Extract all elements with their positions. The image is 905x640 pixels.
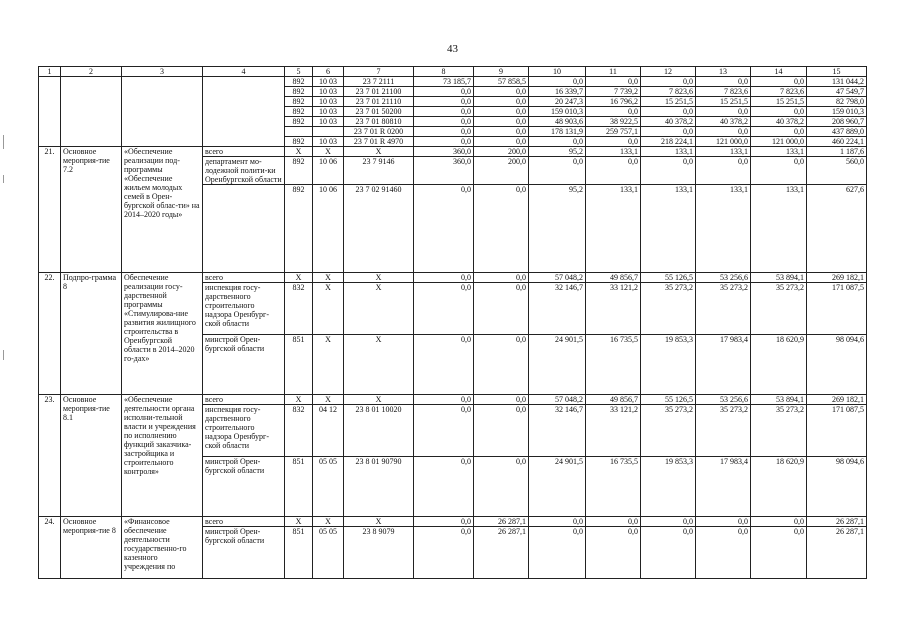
table-cell: 0,0 — [586, 107, 641, 117]
table-row — [39, 395, 867, 405]
table-cell: 17 983,4 — [696, 335, 751, 395]
table-cell: 53 894,1 — [751, 273, 807, 283]
col-header: 1 — [39, 67, 61, 77]
responsible-executor: департамент мо-лодежной полити-ки Оренбургской области — [203, 157, 285, 185]
table-cell: 47 549,7 — [807, 87, 867, 97]
table-cell: 23 8 01 10020 — [344, 405, 414, 457]
table-cell: 892 — [285, 107, 313, 117]
table-cell: 0,0 — [414, 185, 474, 273]
table-cell: 10 03 — [313, 87, 344, 97]
table-cell: 0,0 — [586, 77, 641, 87]
table-cell: 0,0 — [474, 273, 529, 283]
col-header: 4 — [203, 67, 285, 77]
table-cell: 33 121,2 — [586, 405, 641, 457]
table-cell: 892 — [285, 117, 313, 127]
table-row — [39, 77, 867, 87]
responsible-executor: всего — [203, 147, 285, 157]
table-cell: 0,0 — [414, 87, 474, 97]
table-cell: 35 273,2 — [751, 405, 807, 457]
table-cell: 178 131,9 — [529, 127, 586, 137]
table-cell: 33 121,2 — [586, 283, 641, 335]
table-cell: 0,0 — [696, 77, 751, 87]
program-name: «Обеспечение деятельности органа исполни-тельной власти и учреждения по исполнению функций заказчика-застройщика и строительного контроля» — [122, 395, 203, 517]
table-cell: 0,0 — [529, 527, 586, 579]
table-cell: 269 182,1 — [807, 273, 867, 283]
table-cell: 0,0 — [751, 127, 807, 137]
table-cell: 04 12 — [313, 405, 344, 457]
table-cell: 49 856,7 — [586, 273, 641, 283]
table-cell: 851 — [285, 335, 313, 395]
table-cell: 0,0 — [751, 157, 807, 185]
table-cell: 23 8 9079 — [344, 527, 414, 579]
program-kind: Подпро-грамма 8 — [61, 273, 122, 395]
responsible-executor: инспекция госу-дарственного строительного надзора Оренбург-ской области — [203, 405, 285, 457]
table-cell: X — [344, 147, 414, 157]
table-cell: 0,0 — [474, 405, 529, 457]
col-header: 7 — [344, 67, 414, 77]
table-cell: 7 739,2 — [586, 87, 641, 97]
table-cell: 171 087,5 — [807, 405, 867, 457]
col-header: 9 — [474, 67, 529, 77]
table-cell: 0,0 — [641, 107, 696, 117]
table-cell: 26 287,1 — [474, 527, 529, 579]
table-cell: 0,0 — [414, 527, 474, 579]
table-cell: 131 044,2 — [807, 77, 867, 87]
table-cell: 460 224,1 — [807, 137, 867, 147]
table-cell: 133,1 — [641, 185, 696, 273]
table-cell: 0,0 — [474, 283, 529, 335]
table-cell: 40 378,2 — [751, 117, 807, 127]
table-cell: 0,0 — [586, 527, 641, 579]
table-cell: 0,0 — [474, 335, 529, 395]
table-cell: 200,0 — [474, 157, 529, 185]
table-cell: 0,0 — [696, 127, 751, 137]
table-cell: 0,0 — [751, 77, 807, 87]
table-cell: 269 182,1 — [807, 395, 867, 405]
table-cell: 0,0 — [529, 517, 586, 527]
table-cell: 0,0 — [414, 457, 474, 517]
table-cell: 0,0 — [696, 517, 751, 527]
table-cell: 35 273,2 — [696, 283, 751, 335]
table-cell: 0,0 — [414, 127, 474, 137]
col-header: 3 — [122, 67, 203, 77]
table-cell: 23 7 9146 — [344, 157, 414, 185]
table-cell: 10 03 — [313, 107, 344, 117]
table-cell: 133,1 — [641, 147, 696, 157]
table-cell: 133,1 — [696, 185, 751, 273]
table-cell: X — [344, 273, 414, 283]
margin-mark — [3, 350, 4, 360]
table-cell: 40 378,2 — [641, 117, 696, 127]
table-cell: X — [285, 147, 313, 157]
table-cell: 0,0 — [751, 527, 807, 579]
table-cell: 16 339,7 — [529, 87, 586, 97]
row-number: 24. — [39, 517, 61, 579]
table-cell: 0,0 — [414, 107, 474, 117]
table-cell: 0,0 — [586, 157, 641, 185]
table-cell: 133,1 — [696, 147, 751, 157]
program-name: «Обеспечение реализации под-программы «Обеспечение жильем молодых семей в Орен-бургской облас-ти» на 2014–2020 годы» — [122, 147, 203, 273]
table-cell: 73 185,7 — [414, 77, 474, 87]
table-cell: X — [313, 335, 344, 395]
table-cell: 0,0 — [414, 137, 474, 147]
table-cell: 0,0 — [474, 137, 529, 147]
table-cell: 16 796,2 — [586, 97, 641, 107]
table-cell — [285, 127, 313, 137]
table-cell: 23 7 02 91460 — [344, 185, 414, 273]
table-cell: 437 889,0 — [807, 127, 867, 137]
table-cell: 0,0 — [414, 405, 474, 457]
table-cell: 0,0 — [474, 87, 529, 97]
table-cell: 49 856,7 — [586, 395, 641, 405]
table-cell: 82 798,0 — [807, 97, 867, 107]
table-cell: 133,1 — [586, 147, 641, 157]
table-cell: 892 — [285, 77, 313, 87]
table-cell: 18 620,9 — [751, 457, 807, 517]
table-cell: X — [285, 517, 313, 527]
table-cell: 159 010,3 — [807, 107, 867, 117]
table-cell: X — [285, 273, 313, 283]
table-cell: X — [313, 273, 344, 283]
table-cell: 0,0 — [529, 137, 586, 147]
col-header: 15 — [807, 67, 867, 77]
table-cell: 851 — [285, 457, 313, 517]
table-cell: 32 146,7 — [529, 405, 586, 457]
responsible-executor: минстрой Орен-бургской области — [203, 527, 285, 579]
table-cell: 57 858,5 — [474, 77, 529, 87]
table-cell: 23 8 01 90790 — [344, 457, 414, 517]
responsible-executor: всего — [203, 517, 285, 527]
table-cell: 23 7 01 R 4970 — [344, 137, 414, 147]
table-cell: 0,0 — [641, 527, 696, 579]
table-cell: 0,0 — [414, 117, 474, 127]
table-cell: 23 7 01 R 0200 — [344, 127, 414, 137]
table-row — [39, 273, 867, 283]
table-cell: X — [313, 147, 344, 157]
table-cell: 35 273,2 — [751, 283, 807, 335]
table-cell: 05 05 — [313, 527, 344, 579]
table-cell: 98 094,6 — [807, 457, 867, 517]
table-cell: 24 901,5 — [529, 335, 586, 395]
table-cell: 627,6 — [807, 185, 867, 273]
col-header: 8 — [414, 67, 474, 77]
budget-table — [38, 66, 867, 579]
table-cell: 0,0 — [414, 283, 474, 335]
table-cell: 55 126,5 — [641, 395, 696, 405]
table-cell: 851 — [285, 527, 313, 579]
table-cell: 0,0 — [586, 137, 641, 147]
table-cell: 57 048,2 — [529, 273, 586, 283]
table-cell: 0,0 — [414, 97, 474, 107]
row-number: 22. — [39, 273, 61, 395]
table-cell: 200,0 — [474, 147, 529, 157]
table-cell: 38 922,5 — [586, 117, 641, 127]
table-cell: 0,0 — [586, 517, 641, 527]
table-cell: 35 273,2 — [696, 405, 751, 457]
table-cell: X — [285, 395, 313, 405]
table-cell: 05 05 — [313, 457, 344, 517]
table-cell: 0,0 — [474, 185, 529, 273]
table-cell: 20 247,3 — [529, 97, 586, 107]
table-cell: 0,0 — [751, 107, 807, 117]
responsible-executor: всего — [203, 395, 285, 405]
table-cell: 0,0 — [641, 77, 696, 87]
table-cell: 23 7 2111 — [344, 77, 414, 87]
responsible-executor — [203, 185, 285, 273]
table-cell: 40 378,2 — [696, 117, 751, 127]
table-cell: 0,0 — [414, 273, 474, 283]
table-cell: 35 273,2 — [641, 405, 696, 457]
table-cell: 121 000,0 — [696, 137, 751, 147]
table-cell: 19 853,3 — [641, 457, 696, 517]
col-header: 13 — [696, 67, 751, 77]
table-cell: 1 187,6 — [807, 147, 867, 157]
table-cell: 171 087,5 — [807, 283, 867, 335]
table-cell: 892 — [285, 87, 313, 97]
table-cell: 0,0 — [641, 517, 696, 527]
table-row — [39, 517, 867, 527]
table-cell: 23 7 01 80810 — [344, 117, 414, 127]
empty-cell — [61, 77, 122, 147]
program-name: «Финансовое обеспечение деятельности государственно-го казенного учреждения по — [122, 517, 203, 579]
table-cell: 892 — [285, 157, 313, 185]
table-cell: 53 256,6 — [696, 273, 751, 283]
table-cell: 98 094,6 — [807, 335, 867, 395]
col-header: 12 — [641, 67, 696, 77]
table-cell: 0,0 — [474, 395, 529, 405]
table-cell: 95,2 — [529, 185, 586, 273]
table-cell: 0,0 — [474, 127, 529, 137]
table-cell: X — [344, 395, 414, 405]
table-cell: 0,0 — [474, 117, 529, 127]
table-cell: 133,1 — [586, 185, 641, 273]
program-kind: Основное мероприя-тие 8 — [61, 517, 122, 579]
table-cell: 133,1 — [751, 147, 807, 157]
table-cell: 0,0 — [641, 127, 696, 137]
table-cell: 832 — [285, 283, 313, 335]
table-cell: 10 03 — [313, 77, 344, 87]
responsible-executor: минстрой Орен-бургской области — [203, 457, 285, 517]
table-cell: 121 000,0 — [751, 137, 807, 147]
table-cell: 0,0 — [474, 107, 529, 117]
table-cell: 48 903,6 — [529, 117, 586, 127]
table-cell: 17 983,4 — [696, 457, 751, 517]
table-cell: 0,0 — [529, 157, 586, 185]
table-cell: 560,0 — [807, 157, 867, 185]
col-header: 6 — [313, 67, 344, 77]
table-cell: 218 224,1 — [641, 137, 696, 147]
table-cell: 133,1 — [751, 185, 807, 273]
table-cell: 7 823,6 — [751, 87, 807, 97]
table-cell: 10 06 — [313, 157, 344, 185]
responsible-executor: всего — [203, 273, 285, 283]
table-cell: X — [313, 395, 344, 405]
table-cell: 832 — [285, 405, 313, 457]
empty-cell — [39, 77, 61, 147]
table-cell: 15 251,5 — [696, 97, 751, 107]
table-cell: 16 735,5 — [586, 457, 641, 517]
page-number: 43 — [447, 43, 458, 55]
table-cell: 32 146,7 — [529, 283, 586, 335]
table-cell: 19 853,3 — [641, 335, 696, 395]
table-cell: 23 7 01 21100 — [344, 87, 414, 97]
table-row — [39, 147, 867, 157]
table-cell: X — [313, 283, 344, 335]
col-header: 14 — [751, 67, 807, 77]
table-cell: 259 757,1 — [586, 127, 641, 137]
col-header: 2 — [61, 67, 122, 77]
program-kind: Основное мероприя-тие 8.1 — [61, 395, 122, 517]
table-cell: 892 — [285, 97, 313, 107]
table-cell: 18 620,9 — [751, 335, 807, 395]
table-cell: 35 273,2 — [641, 283, 696, 335]
table-cell: 159 010,3 — [529, 107, 586, 117]
table-cell: X — [344, 517, 414, 527]
table-cell: 0,0 — [529, 77, 586, 87]
responsible-executor: инспекция госу-дарственного строительного надзора Оренбург-ской области — [203, 283, 285, 335]
program-kind: Основное мероприя-тие 7.2 — [61, 147, 122, 273]
table-cell: 15 251,5 — [751, 97, 807, 107]
table-cell: 55 126,5 — [641, 273, 696, 283]
col-header: 10 — [529, 67, 586, 77]
table-cell: 0,0 — [696, 527, 751, 579]
empty-cell — [203, 77, 285, 147]
table-cell: X — [344, 335, 414, 395]
table-cell: 0,0 — [696, 157, 751, 185]
table-cell: 26 287,1 — [807, 527, 867, 579]
header-row — [39, 67, 867, 77]
table-cell: 360,0 — [414, 147, 474, 157]
table-cell: 10 03 — [313, 137, 344, 147]
table-cell: 0,0 — [696, 107, 751, 117]
table-cell: 208 960,7 — [807, 117, 867, 127]
col-header: 5 — [285, 67, 313, 77]
margin-mark — [3, 175, 4, 183]
table-cell: 0,0 — [414, 395, 474, 405]
row-number: 23. — [39, 395, 61, 517]
table-cell: 53 256,6 — [696, 395, 751, 405]
margin-mark — [3, 135, 4, 149]
row-number: 21. — [39, 147, 61, 273]
table-cell: 57 048,2 — [529, 395, 586, 405]
table-cell: 26 287,1 — [474, 517, 529, 527]
table-cell: 24 901,5 — [529, 457, 586, 517]
table-cell: 10 06 — [313, 185, 344, 273]
table-cell: 0,0 — [474, 97, 529, 107]
empty-cell — [122, 77, 203, 147]
table-cell: X — [344, 283, 414, 335]
table-cell: 7 823,6 — [696, 87, 751, 97]
responsible-executor: минстрой Орен-бургской области — [203, 335, 285, 395]
table-cell: 26 287,1 — [807, 517, 867, 527]
table-cell: 10 03 — [313, 117, 344, 127]
table-cell: X — [313, 517, 344, 527]
table-cell: 95,2 — [529, 147, 586, 157]
table-cell: 23 7 01 21110 — [344, 97, 414, 107]
table-cell: 892 — [285, 137, 313, 147]
table-cell: 892 — [285, 185, 313, 273]
col-header: 11 — [586, 67, 641, 77]
table-cell: 7 823,6 — [641, 87, 696, 97]
table-cell: 16 735,5 — [586, 335, 641, 395]
program-name: Обеспечение реализации госу-дарственной программы «Стимулирова-ние развития жилищного строительства в Оренбургской области в 2014–2020 го-дах» — [122, 273, 203, 395]
table-cell — [313, 127, 344, 137]
table-cell: 0,0 — [641, 157, 696, 185]
table-cell: 0,0 — [414, 517, 474, 527]
table-cell: 10 03 — [313, 97, 344, 107]
table-cell: 360,0 — [414, 157, 474, 185]
table-cell: 23 7 01 50200 — [344, 107, 414, 117]
table-cell: 0,0 — [751, 517, 807, 527]
table-cell: 15 251,5 — [641, 97, 696, 107]
table-cell: 0,0 — [474, 457, 529, 517]
table-cell: 0,0 — [414, 335, 474, 395]
table-cell: 53 894,1 — [751, 395, 807, 405]
